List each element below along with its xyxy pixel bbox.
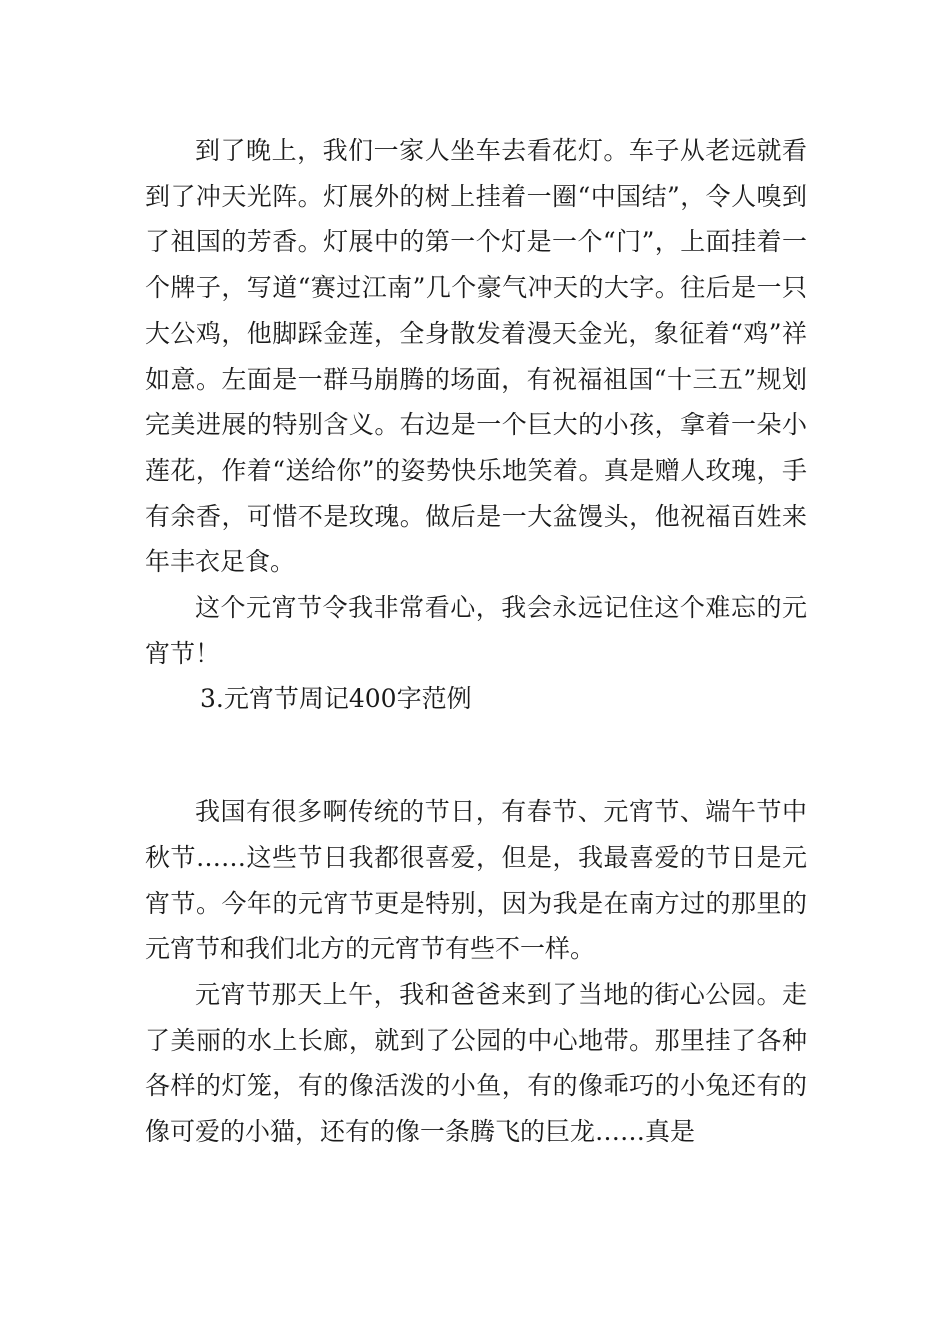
document-page — [145, 128, 807, 1155]
section-heading: 3.元宵节周记400字范例 — [200, 684, 472, 714]
paragraph-memorable-festival: 这个元宵节令我非常看心，我会永远记住这个难忘的元宵节！ — [145, 593, 807, 668]
section-spacer — [145, 722, 807, 789]
paragraph-traditional-festivals: 我国有很多啊传统的节日，有春节、元宵节、端午节中秋节……这些节日我都很喜爱，但是，我最喜爱的节日是元宵节。今年的元宵节更是特别，因为我是在南方过的那里的元宵节和我们北方的元宵节有些不一样。 — [145, 797, 807, 964]
paragraph-park-visit: 元宵节那天上午，我和爸爸来到了当地的街心公园。走了美丽的水上长廊，就到了公园的中心地带。那里挂了各种各样的灯笼，有的像活泼的小鱼，有的像乖巧的小兔还有的像可爱的小猫，还有的像一条腾飞的巨龙……真是 — [145, 979, 807, 1147]
paragraph-lantern-show: 到了晚上，我们一家人坐车去看花灯。车子从老远就看到了冲天光阵。灯展外的树上挂着一圈“中国结”，令人嗅到了祖国的芳香。灯展中的第一个灯是一个“门”，上面挂着一个牌子，写道“赛过江南”几个豪气冲天的大字。往后是一只大公鸡，他脚踩金莲，全身散发着漫天金光，象征着“鸡”祥如意。左面是一群马崩腾的场面，有祝福祖国“十三五”规划完美进展的特别含义。右边是一个巨大的小孩，拿着一朵小莲花，作着“送给你”的姿势快乐地笑着。真是赠人玫瑰，手有余香，可惜不是玫瑰。做后是一大盆馒头，他祝福百姓来年丰衣足食。 — [145, 136, 807, 577]
